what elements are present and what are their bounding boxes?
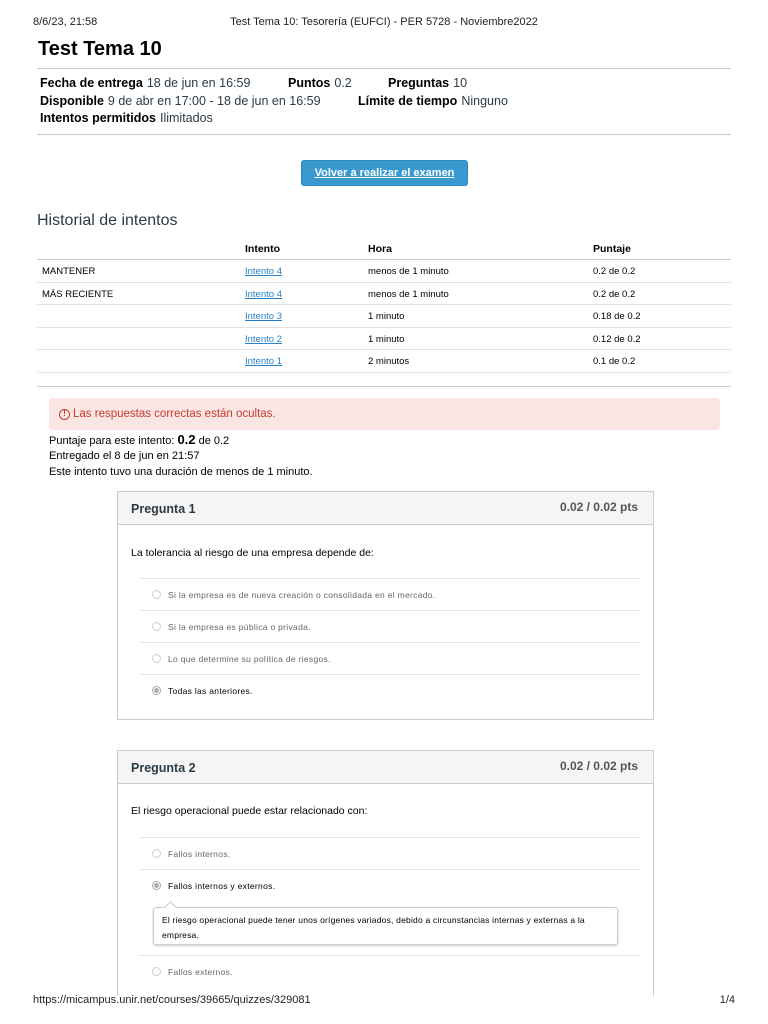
hidden-answers-alert [49, 398, 720, 430]
answer-option[interactable] [140, 610, 640, 642]
header-score: Puntaje [593, 243, 631, 255]
question-points: 0.02 / 0.02 pts [559, 759, 638, 773]
radio-icon[interactable] [152, 967, 161, 976]
question-title: Pregunta 2 [131, 761, 196, 775]
history-title: Historial de intentos [37, 212, 178, 229]
question-text: La tolerancia al riesgo de una empresa depende de: [131, 547, 374, 559]
answer-text: Lo que determine su política de riesgos. [168, 653, 331, 664]
table-row [37, 260, 731, 283]
row-tag: MANTENER [42, 266, 96, 277]
attempt-link[interactable]: Intento 4 [245, 288, 282, 300]
print-page-number: 1/4 [719, 994, 735, 1006]
radio-selected-icon[interactable] [152, 881, 161, 890]
row-time: 2 minutos [368, 356, 410, 367]
time-limit-label: Límite de tiempo [358, 94, 458, 108]
answer-option[interactable] [140, 642, 640, 674]
table-row [37, 305, 731, 328]
answer-text: Fallos internos. [168, 848, 231, 859]
answer-option-selected[interactable] [140, 869, 640, 901]
answer-option[interactable] [140, 578, 640, 610]
time-limit-meta [358, 94, 508, 108]
attempt-link[interactable]: Intento 4 [245, 266, 282, 277]
question-header [118, 751, 653, 784]
points-value: 0.2 [334, 76, 352, 90]
attempt-link[interactable]: Intento 1 [245, 356, 282, 367]
radio-icon[interactable] [152, 654, 161, 663]
row-tag: MÁS RECIENTE [42, 288, 114, 300]
attempt-link[interactable]: Intento 2 [245, 333, 282, 345]
table-row [37, 350, 731, 373]
score-prefix: Puntaje para este intento: [49, 435, 175, 447]
attempts-meta [40, 111, 213, 125]
row-score: 0.1 de 0.2 [593, 356, 636, 367]
divider [37, 134, 731, 135]
question-header [118, 492, 653, 525]
available-label: Disponible [40, 94, 104, 108]
print-datetime: 8/6/23, 21:58 [33, 16, 98, 28]
radio-icon[interactable] [152, 849, 161, 858]
radio-selected-icon[interactable] [152, 686, 161, 695]
attempt-score [49, 432, 229, 447]
question-text: El riesgo operacional puede estar relacionado con: [131, 805, 368, 817]
answer-text: Fallos internos y externos. [168, 880, 276, 891]
attempt-link[interactable]: Intento 3 [245, 311, 282, 322]
table-row [37, 283, 731, 306]
questions-value: 10 [453, 76, 468, 90]
header-time: Hora [368, 243, 392, 255]
table-header-row [37, 240, 731, 260]
question-points: 0.02 / 0.02 pts [559, 500, 638, 514]
due-label: Fecha de entrega [40, 76, 143, 90]
print-doc-title: Test Tema 10: Tesorería (EUFCI) - PER 5728 - Noviembre2022 [230, 16, 538, 28]
row-score: 0.18 de 0.2 [593, 311, 641, 322]
divider [37, 68, 731, 69]
questions-meta [388, 76, 467, 90]
due-value: 18 de jun en 16:59 [146, 76, 251, 90]
table-row [37, 328, 731, 351]
answer-text: Si la empresa es pública o privada. [168, 621, 311, 632]
row-time: menos de 1 minuto [368, 266, 449, 277]
row-time: 1 minuto [368, 311, 405, 322]
answer-comment: El riesgo operacional puede tener unos orígenes variados, debido a circunstancias internas y externas a la empresa. [153, 907, 618, 945]
attempts-label: Intentos permitidos [40, 111, 156, 125]
row-time: 1 minuto [368, 333, 405, 345]
header-attempt: Intento [245, 243, 280, 255]
row-score: 0.2 de 0.2 [593, 288, 636, 300]
row-time: menos de 1 minuto [368, 288, 449, 300]
available-value: 9 de abr en 17:00 - 18 de jun en 16:59 [107, 94, 321, 108]
score-suffix: de 0.2 [198, 435, 230, 447]
question-card [117, 750, 654, 996]
page-title: Test Tema 10 [38, 38, 162, 60]
alert-text: Las respuestas correctas están ocultas. [73, 408, 276, 420]
answer-option[interactable] [140, 955, 640, 987]
quiz-meta-row-1 [40, 76, 250, 90]
time-limit-value: Ninguno [461, 94, 508, 108]
attempt-submitted: Entregado el 8 de jun en 21:57 [49, 450, 200, 462]
radio-icon[interactable] [152, 590, 161, 599]
answer-option[interactable] [140, 837, 640, 869]
question-title: Pregunta 1 [131, 502, 196, 516]
warning-icon: ! [59, 409, 70, 420]
row-score: 0.12 de 0.2 [593, 333, 641, 345]
points-label: Puntos [288, 76, 331, 90]
question-card [117, 491, 654, 720]
attempt-history-table [37, 240, 731, 373]
answer-option-selected[interactable] [140, 674, 640, 706]
points-meta [288, 76, 352, 90]
available-meta [40, 94, 321, 108]
attempts-value: Ilimitados [159, 111, 213, 125]
print-url: https://micampus.unir.net/courses/39665/quizzes/329081 [33, 994, 311, 1006]
answer-text: Todas las anteriores. [168, 685, 253, 696]
radio-icon[interactable] [152, 622, 161, 631]
attempt-duration: Este intento tuvo una duración de menos de 1 minuto. [49, 466, 313, 478]
row-score: 0.2 de 0.2 [593, 266, 636, 277]
retake-quiz-button[interactable]: Volver a realizar el examen [301, 160, 468, 186]
questions-label: Preguntas [388, 76, 450, 90]
score-value: 0.2 [177, 432, 196, 447]
answer-text: Si la empresa es de nueva creación o consolidada en el mercado. [168, 589, 436, 600]
divider [37, 386, 731, 387]
answer-text: Fallos externos. [168, 966, 233, 977]
